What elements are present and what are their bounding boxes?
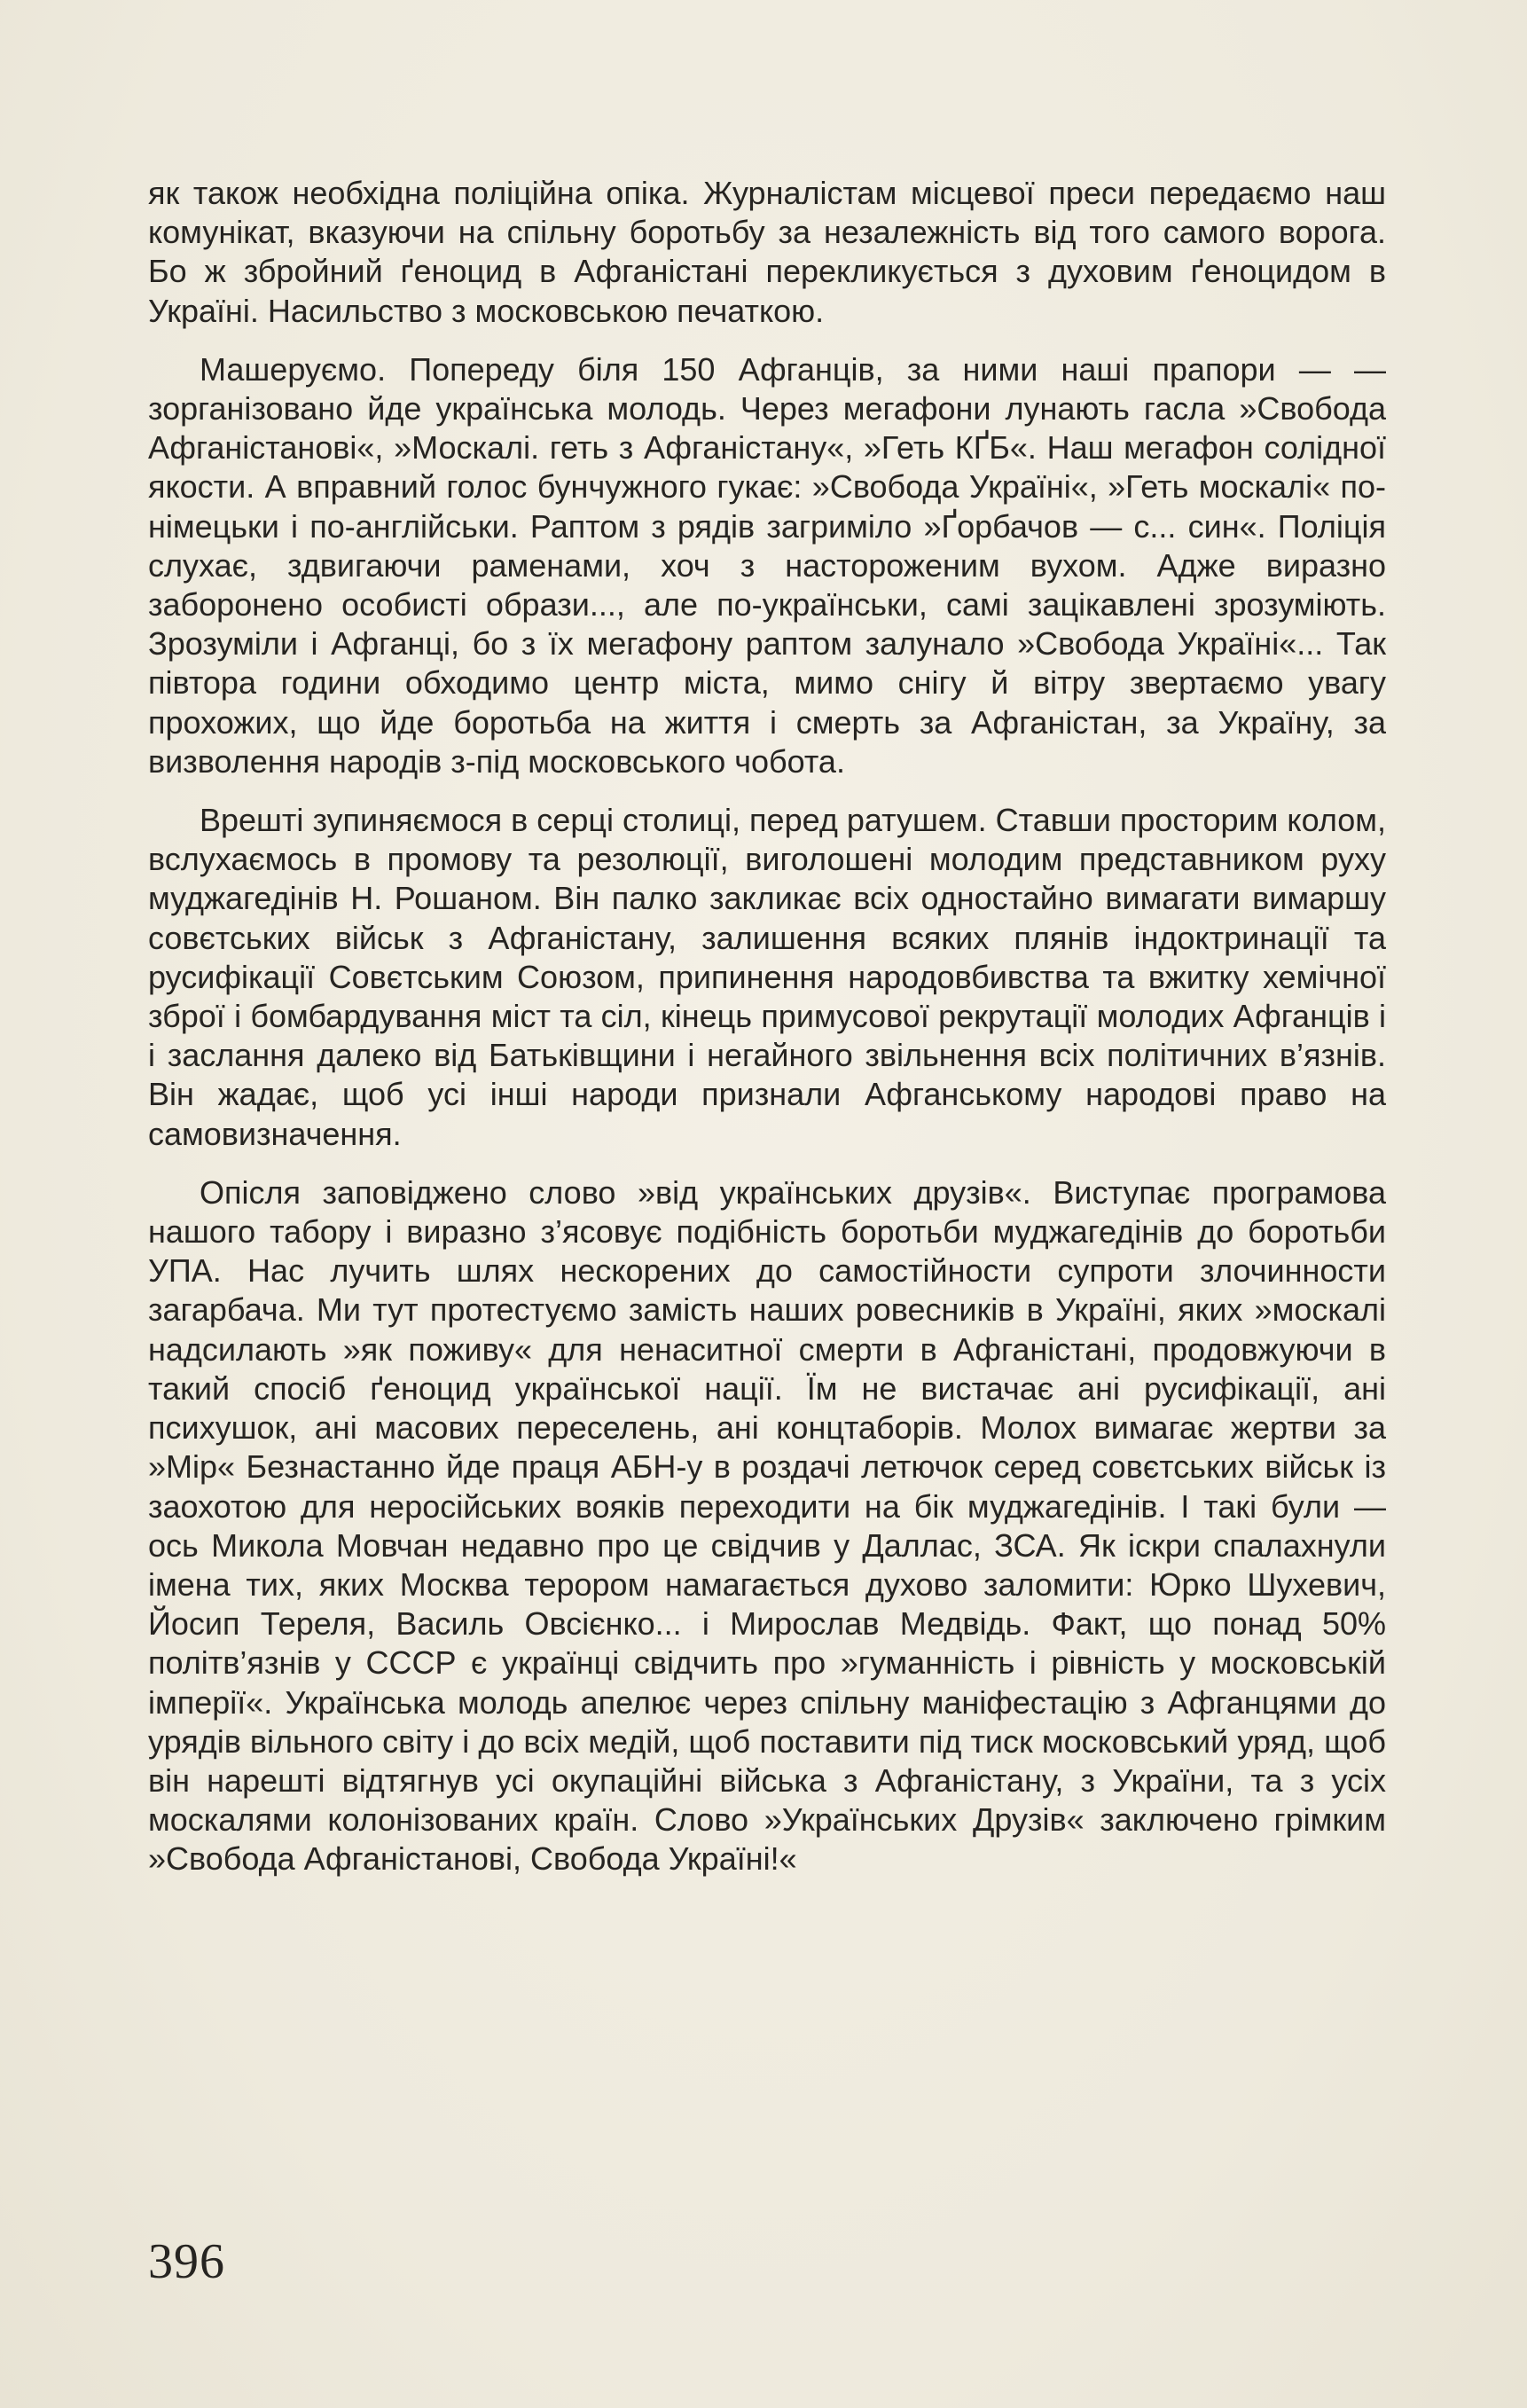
paragraph-4: Опісля заповіджено слово »від українських друзів«. Виступає програмова нашого табору і виразно з’ясовує подібність боротьби муджагедінів до боротьби УПА. Нас лучить шлях нескорених до самостійности супроти злочинности загарбача. Ми тут протестуємо замість наших ровесників в Україні, яких »москалі надсилають »як поживу« для ненаситної смерти в Афганістані, продовжуючи в такий спосіб ґеноцид української нації. Їм не вистачає ані русифікації, ані психушок, ані масових переселень, ані концтаборів. Молох вимагає жертви за »Мір« Безнастанно йде праця АБН-у в роздачі летючок серед совєтських військ із заохотою для неросійських вояків переходити на бік муджагедінів. І такі були — ось Микола Мовчан недавно про це свідчив у Даллас, ЗСА. Як іскри спалахнули імена тих, яких Москва терором намагається духово заломити: Юрко Шухевич, Йосип Тереля, Василь Овсієнко... і Мирослав Медвідь. Факт, що понад 50% політв’язнів у СССР є українці свідчить про »гуманність і рівність у московській імперії«. Українська молодь апелює через спільну маніфестацію з Афганцями до урядів вільного світу і до всіх медій, щоб поставити під тиск московський уряд, щоб він нарешті відтягнув усі окупаційні війська з Афганістану, з України, та з усіх москалями колонізованих країн. Слово »Українських Друзів« заключено грімким »Свобода Афганістанові, Свобода Україні!« <box>148 1173 1386 1878</box>
page-body-text <box>148 174 1386 1899</box>
page-number: 396 <box>148 2234 225 2289</box>
paragraph-2: Машеруємо. Попереду біля 150 Афганців, за ними наші прапори — — зорганізовано йде українська молодь. Через мегафони лунають гасла »Свобода Афганістанові«, »Москалі. геть з Афганістану«, »Геть КҐБ«. Наш мегафон солідної якости. А вправний голос бунчужного гукає: »Свобода Україні«, »Геть москалі« по-німецьки і по-англійськи. Раптом з рядів загриміло »Ґорбачов — с... син«. Поліція слухає, здвигаючи раменами, хоч з настороженим вухом. Адже виразно заборонено особисті образи..., але по-українськи, самі зацікавлені зрозуміють. Зрозуміли і Афганці, бо з їх мегафону раптом залунало »Свобода Україні«... Так півтора години обходимо центр міста, мимо снігу й вітру звертаємо увагу прохожих, що йде боротьба на життя і смерть за Афганістан, за Україну, за визволення народів з-під московського чобота. <box>148 350 1386 780</box>
paragraph-3: Врешті зупиняємося в серці столиці, перед ратушем. Ставши просторим колом, вслухаємось в промову та резолюції, виголошені молодим представником руху муджагедінів Н. Рошаном. Він палко закликає всіх одностайно вимагати вимаршу совєтських військ з Афганістану, залишення всяких плянів індоктринації та русифікації Совєтським Союзом, припинення народовбивства та вжитку хемічної зброї і бомбардування міст та сіл, кінець примусової рекрутації молодих Афганців і і заслання далеко від Батьківщини і негайного звільнення всіх політичних в’язнів. Він жадає, щоб усі інші народи признали Афганському народові право на самовизначення. <box>148 802 1386 1152</box>
paragraph-1: як також необхідна поліційна опіка. Журналістам місцевої преси передаємо наш комунікат, вказуючи на спільну боротьбу за незалежність від того самого ворога. Бо ж збройний ґеноцид в Афганістані перекликується з духовим ґеноцидом в Україні. Насильство з московською печаткою. <box>148 175 1386 329</box>
